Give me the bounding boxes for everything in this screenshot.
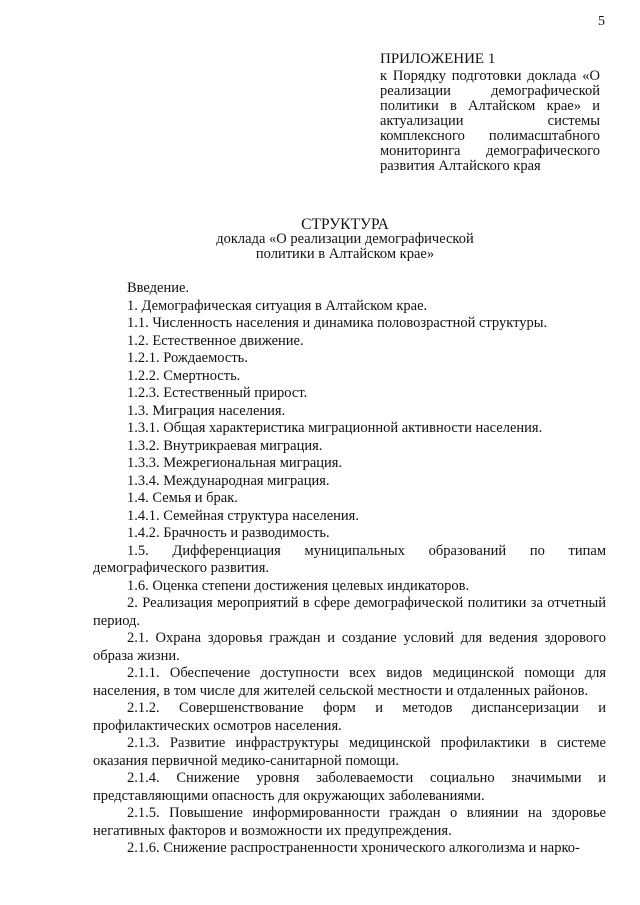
list-item: 1.3.4. Международная миграция. bbox=[127, 472, 330, 489]
list-item: 2.1. Охрана здоровья граждан и создание условий для ведения здорового образа жизни. bbox=[93, 630, 606, 664]
heading-title: СТРУКТУРА bbox=[301, 216, 389, 233]
document-heading bbox=[70, 217, 620, 262]
list-item: 2.1.3. Развитие инфраструктуры медицинской профилактики в системе оказания первичной медико-санитарной помощи. bbox=[93, 735, 606, 769]
appendix-block bbox=[380, 52, 600, 174]
list-item: Введение. bbox=[127, 280, 190, 296]
list-item: 1.4. Семья и брак. bbox=[127, 490, 238, 506]
list-item: 2.1.4. Снижение уровня заболеваемости социально значимыми и представляющими опасность для окружающих заболеваниями. bbox=[93, 770, 606, 804]
list-item: 1.4.2. Брачность и разводимость. bbox=[127, 525, 330, 541]
list-item: 2.1.2. Совершенствование форм и методов диспансеризации и профилактических осмотров населения. bbox=[93, 700, 606, 734]
list-item: 1.2.2. Смертность. bbox=[127, 367, 241, 384]
appendix-title: ПРИЛОЖЕНИЕ 1 bbox=[380, 51, 496, 67]
list-item: 1.1. Численность населения и динамика половозрастной структуры. bbox=[127, 315, 548, 331]
list-item: 2.1.1. Обеспечение доступности всех видов медицинской помощи для населения, в том числе для жителей сельской местности и отдаленных районов. bbox=[93, 665, 606, 699]
list-item: 1.2.3. Естественный прирост. bbox=[127, 385, 308, 401]
structure-list bbox=[93, 280, 606, 858]
list-item: 1.3. Миграция населения. bbox=[127, 402, 286, 419]
list-item: 1.2.1. Рождаемость. bbox=[127, 350, 248, 366]
page-number: 5 bbox=[598, 14, 605, 29]
list-item: 2. Реализация мероприятий в сфере демографической политики за отчетный период. bbox=[93, 595, 606, 629]
appendix-body: к Порядку подготовки доклада «О реализации демографической политики в Алтайском крае» и актуализации системы комплексного полимасштабного мониторинга демографического развития Алтайского края bbox=[380, 68, 600, 174]
list-item: 1.6. Оценка степени достижения целевых индикаторов. bbox=[127, 577, 470, 594]
list-item: 1.2. Естественное движение. bbox=[127, 332, 304, 349]
list-item: 1.4.1. Семейная структура населения. bbox=[127, 507, 359, 524]
list-item: 2.1.5. Повышение информированности граждан о влиянии на здоровье негативных факторов и возможности их предупреждения. bbox=[93, 805, 606, 839]
list-item: 1.3.3. Межрегиональная миграция. bbox=[127, 455, 343, 471]
list-item: 2.1.6. Снижение распространенности хронического алкоголизма и нарко- bbox=[127, 840, 580, 856]
heading-subtitle: доклада «О реализации демографической политики в Алтайском крае» bbox=[216, 231, 474, 262]
list-item: 1. Демографическая ситуация в Алтайском крае. bbox=[127, 297, 428, 314]
list-item: 1.5. Дифференциация муниципальных образований по типам демографического развития. bbox=[93, 542, 606, 576]
list-item: 1.3.1. Общая характеристика миграционной активности населения. bbox=[127, 420, 543, 436]
list-item: 1.3.2. Внутрикраевая миграция. bbox=[127, 437, 323, 454]
